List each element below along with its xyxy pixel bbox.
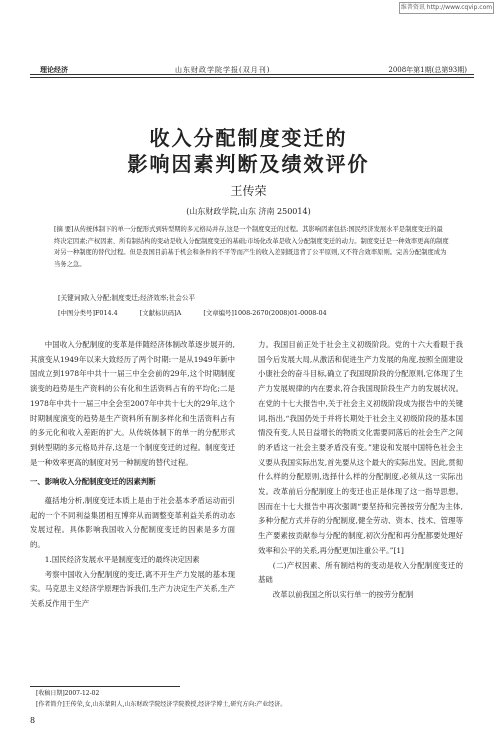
paragraph: 改革以前我国之所以实行单一的按劳分配制 [272,589,414,599]
left-column [30,338,235,612]
abstract-text: [摘 要]从传统体制下的单一分配形式到转型期的多元格局并存,这是一个制度变迁的过程。其影响因素包括:国民经济发展水平是制度变迁的最终决定因素;产权因素、所有制结构的变动是收入分配制度变迁的基础;市场化改革是收入分配制度变迁的动力。制度变迁是一种效率更高的制度对另一种制度的替代过程。但是我国目前基于机会和条件的不平等而产生的收入差别既违背了公平原则,又不符合效率原则。完善分配制度成为当务之急。 [54,226,449,268]
author: 王传荣 [230,184,267,198]
header-journal: 山东财政学院学报(双月刊) [175,66,271,74]
article-number: [文章编号]1008-2670(2008)01-0008-04 [203,309,327,317]
watermark-stamp: 维普资讯 http://www.cqvip.com [399,2,494,14]
header-section: 理论经济 [40,65,68,74]
header-rule-thin [30,77,474,78]
classification-row [58,308,438,317]
page-number: 8 [30,716,36,725]
right-column [258,338,463,603]
abstract [54,224,449,270]
doc-code: [文献标识码]A [139,309,182,317]
title-line-1: 收入分配制度变迁的 [149,126,348,150]
paragraph: 中国收入分配制度的变革是伴随经济体制改革逐步展开的,其演变从1949年以来大致经历了两个时期:一是从1949年新中国成立到1978年中共十一届三中全会前的29年,这个时期制度演变的趋势是生产资料的公有化和生活资料占有的平均化;二是1978年中共十一届三中全会至2007年中共十七大的29年,这个时期制度演变的趋势是生产资料所有制多样化和生活资料占有的多元化和收入差距的扩大。从传统体制下的单一的分配形式到转型期的多元格局并存,这是一个制度变迁的过程。制度变迁是一种效率更高的制度对另一种制度的替代过程。 [30,340,235,467]
keywords: [关键词]收入分配;制度变迁;经济效率;社会公平 [58,294,196,302]
affiliation: (山东财政学院,山东 济南 250014) [186,207,311,216]
paragraph: 考察中国收入分配制度的变迁,离不开生产力发展的基本现实。马克思主义经济学原理告诉我们,生产力决定生产关系,生产关系反作用于生产 [30,569,235,608]
title-line-2: 影响因素判断及绩效评价 [127,152,370,176]
footnote-rule [30,686,180,687]
received-date: [收稿日期]2007-12-02 [36,690,100,697]
header-issue: 2008年第1期(总第93期) [388,66,467,74]
clc-number: [中图分类号]F014.4 [58,309,118,317]
subsection-heading: 1.国民经济发展水平是制度变迁的最终决定因素 [44,554,200,564]
paragraph: 力。我国目前正处于社会主义初级阶段。党的十六大看眼于我国今后发展大局,从激活和促进生产力发展的角度,按照全面建设小康社会的奋斗目标,确立了我国现阶段的分配原则,它体现了生产力发展规律的内在要求,符合我国现阶段生产力的发展状况。在党的十七大报告中,关于社会主义初级阶段成为报告中的关键词,指出,“我国仍处于并将长期处于社会主义初级阶段的基本国情没有变,人民日益增长的物质文化需要同落后的社会生产之间的矛盾这一社会主要矛盾没有变。”建设和发展中国特色社会主义要从我国实际出发,首先要从这个最大的实际出发。因此,贯彻什么样的分配原则,选择什么样的分配制度,必须从这一实际出发。改革前后分配制度上的变迁也正是体现了这一指导思想。因而在十七大报告中再次强调“要坚持和完善按劳分配为主体,多种分配方式并存的分配制度,健全劳动、资本、技术、管理等生产要素按贡献参与分配的制度,初次分配和再分配都要处理好效率和公平的关系,再分配更加注重公平。”[1] [258,340,463,555]
author-bio: [作者简介]王传荣,女,山东蒙阴人,山东财政学院经济学院教授,经济学博士,研究方向:产业经济。 [36,701,287,708]
subsection-heading: (二)产权因素、所有制结构的变动是收入分配制度变迁的基础 [258,560,463,585]
header-rule [30,74,474,75]
section-heading: 一、影响收入分配制度变迁的因素判断 [30,477,156,487]
paragraph: 蕴括地分析,制度变迁本质上是由于社会基本矛盾运动而引起的一个不同利益集团相互博弈从而调整变革利益关系的动态发展过程。具体影响我国收入分配制度变迁的因素是多方面的。 [30,496,235,550]
